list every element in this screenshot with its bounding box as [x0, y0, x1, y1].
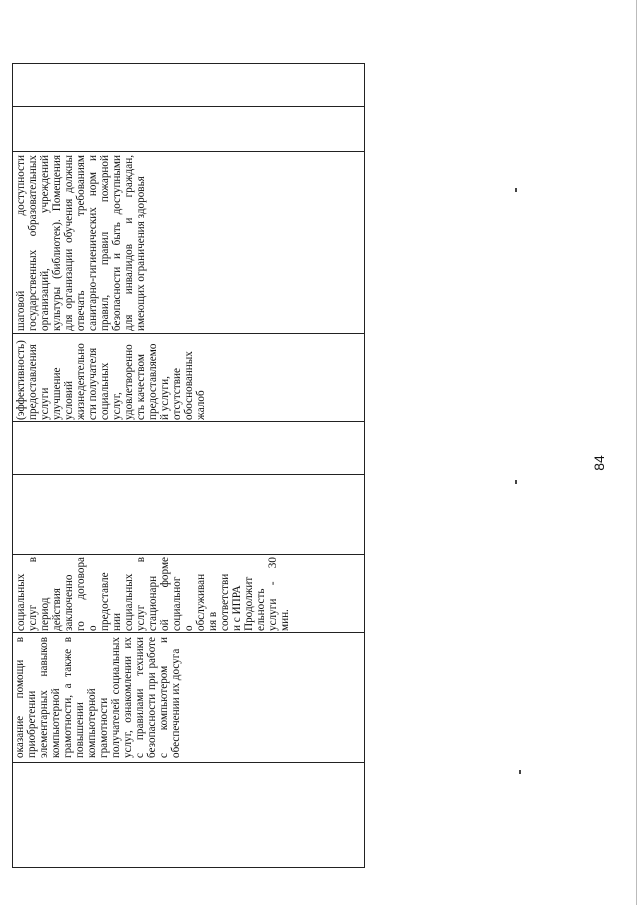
- conditions-line: отвечать требованиям: [75, 155, 87, 331]
- conditions-line: правил, правил пожарной: [99, 155, 111, 331]
- scan-speck: [519, 770, 521, 774]
- conditions-line: шаговой доступности: [15, 155, 27, 331]
- service-timing-text: социальных услуг в период действия заключенно го договора о предоставле нии социальных услуг в стационарн ой форме социальног о обслуживан ия в соответстви и с ИПРА Продолжит ельность услуги - 30 мин.: [15, 557, 291, 631]
- conditions-line: для инвалидов и граждан,: [123, 155, 135, 331]
- service-description-text: оказание помощи в приобретении элементарных навыков компьютерной грамотности, а также в повышении компьютерной грамотности получателей социальных услуг, ознакомлении их с правилами техники безопасности при работе с компьютером и обеспечении их досуга: [14, 637, 182, 758]
- quality-indicators-text: (эффективность) предоставления услуги улучшение условий жизнедеятельно сти получателя социальных услуг, удовлетворенно сть качеством предоставляемо й услуги, отсутствие обоснованных жалоб: [15, 340, 207, 420]
- scan-speck: [515, 188, 517, 192]
- conditions-line: культуры (библиотек). Помещения: [51, 155, 63, 331]
- conditions-line: организаций, учреждений: [39, 155, 51, 331]
- conditions-line: безопасности и быть доступными: [111, 155, 123, 331]
- conditions-line: для организации обучения должны: [63, 155, 75, 331]
- conditions-line: санитарно-гигиенических норм и: [87, 155, 99, 331]
- rotated-conditions: [12, 63, 365, 868]
- scan-edge: [636, 0, 637, 905]
- page-number: 84: [590, 455, 607, 471]
- conditions-line: имеющих ограничения здоровья: [135, 176, 147, 331]
- conditions-line: государственных образовательных: [27, 155, 39, 331]
- scan-speck: [515, 480, 517, 484]
